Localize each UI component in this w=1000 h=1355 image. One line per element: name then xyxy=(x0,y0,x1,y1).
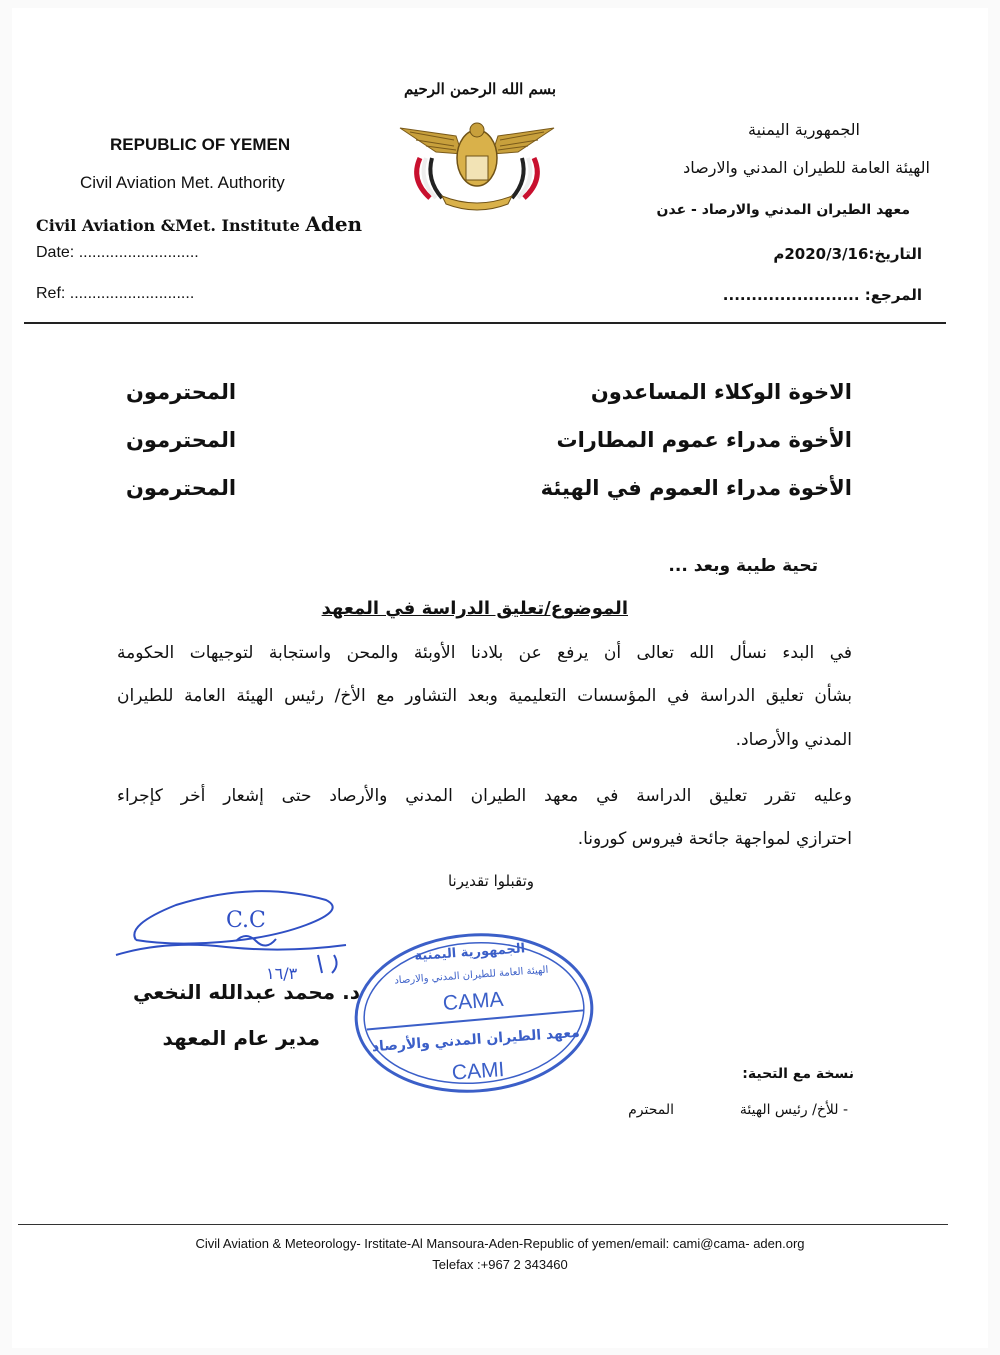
header-ar-date: التاريخ:2020/3/16م xyxy=(773,245,922,263)
official-stamp xyxy=(352,930,596,1096)
closing: وتقبلوا تقديرنا xyxy=(447,872,534,890)
footer-divider xyxy=(18,1224,948,1225)
footer-address: Civil Aviation & Meteorology- Irstitate-Al Mansoura-Aden-Republic of yemen/email: cami@cama- aden.org xyxy=(195,1236,805,1251)
header-en-institute-city: Aden xyxy=(305,212,363,236)
header-divider xyxy=(24,322,946,324)
signatory-title: مدير عام المعهد xyxy=(162,1026,320,1050)
header-en-institute-name: Civil Aviation &Met. Institute xyxy=(36,216,300,235)
recipient-1-honorific: المحترمون xyxy=(126,380,237,404)
header-en-country: REPUBLIC OF YEMEN xyxy=(110,135,291,154)
stamp-institute: معهد الطيران المدني والأرصاد xyxy=(371,1024,581,1056)
copy-label: نسخة مع التحية: xyxy=(742,1066,854,1082)
recipient-2: الأخوة مدراء عموم المطارات xyxy=(556,428,852,452)
stamp-code-cami: CAMI xyxy=(451,1058,506,1085)
handwritten-signature xyxy=(106,885,366,985)
footer-telefax: Telefax :+967 2 343460 xyxy=(432,1257,568,1272)
body-p2-line2: احترازي لمواجهة جائحة فيروس كورونا. xyxy=(577,829,852,849)
handwritten-date: ١٦/٣ xyxy=(266,964,298,983)
body-p1-line3: المدني والأرصاد. xyxy=(735,730,852,750)
header-en-institute xyxy=(36,212,362,236)
recipient-3: الأخوة مدراء العموم في الهيئة xyxy=(540,476,852,500)
stamp-arc-top: الجمهورية اليمنية xyxy=(413,941,526,964)
basmala: بسم الله الرحمن الرحيم xyxy=(403,80,557,98)
greeting: تحية طيبة وبعد ... xyxy=(668,556,818,576)
recipient-2-honorific: المحترمون xyxy=(126,428,237,452)
copy-honorific: المحترم xyxy=(628,1102,674,1118)
yemen-eagle-emblem xyxy=(396,118,558,214)
copy-recipient: - للأخ/ رئيس الهيئة xyxy=(739,1102,848,1118)
handwritten-cc: C.C xyxy=(226,908,266,933)
header-en-authority: Civil Aviation Met. Authority xyxy=(80,173,285,192)
signatory-name: د. محمد عبدالله النخعي xyxy=(132,980,360,1004)
subject: الموضوع/تعليق الدراسة في المعهد xyxy=(321,598,628,619)
recipient-3-honorific: المحترمون xyxy=(126,476,237,500)
date-field: Date: ........................... xyxy=(36,244,199,261)
header-ar-country: الجمهورية اليمنية xyxy=(747,120,860,139)
body-p1-line2: بشأن تعليق الدراسة في المؤسسات التعليمية وبعد التشاور مع الأخ/ رئيس الهيئة العامة للطيران xyxy=(117,686,852,706)
recipient-1: الاخوة الوكلاء المساعدون xyxy=(590,380,852,404)
ref-field: Ref: ............................ xyxy=(36,285,195,302)
header-ar-authority: الهيئة العامة للطيران المدني والارصاد xyxy=(683,158,930,177)
stamp-arc-sub: الهيئة العامة للطيران المدني والارصاد xyxy=(394,964,549,987)
header-ar-institute: معهد الطيران المدني والارصاد - عدن xyxy=(656,202,910,218)
stamp-code-cama: CAMA xyxy=(442,987,505,1016)
header-ar-ref: المرجع: ........................ xyxy=(722,286,922,304)
body-p1-line1: في البدء نسأل الله تعالى أن يرفع عن بلادنا الأوبئة والمحن واستجابة لتوجيهات الحكومة xyxy=(117,643,852,663)
body-p2-line1: وعليه تقرر تعليق الدراسة في معهد الطيران المدني والأرصاد حتى إشعار أخر كإجراء xyxy=(117,786,852,806)
